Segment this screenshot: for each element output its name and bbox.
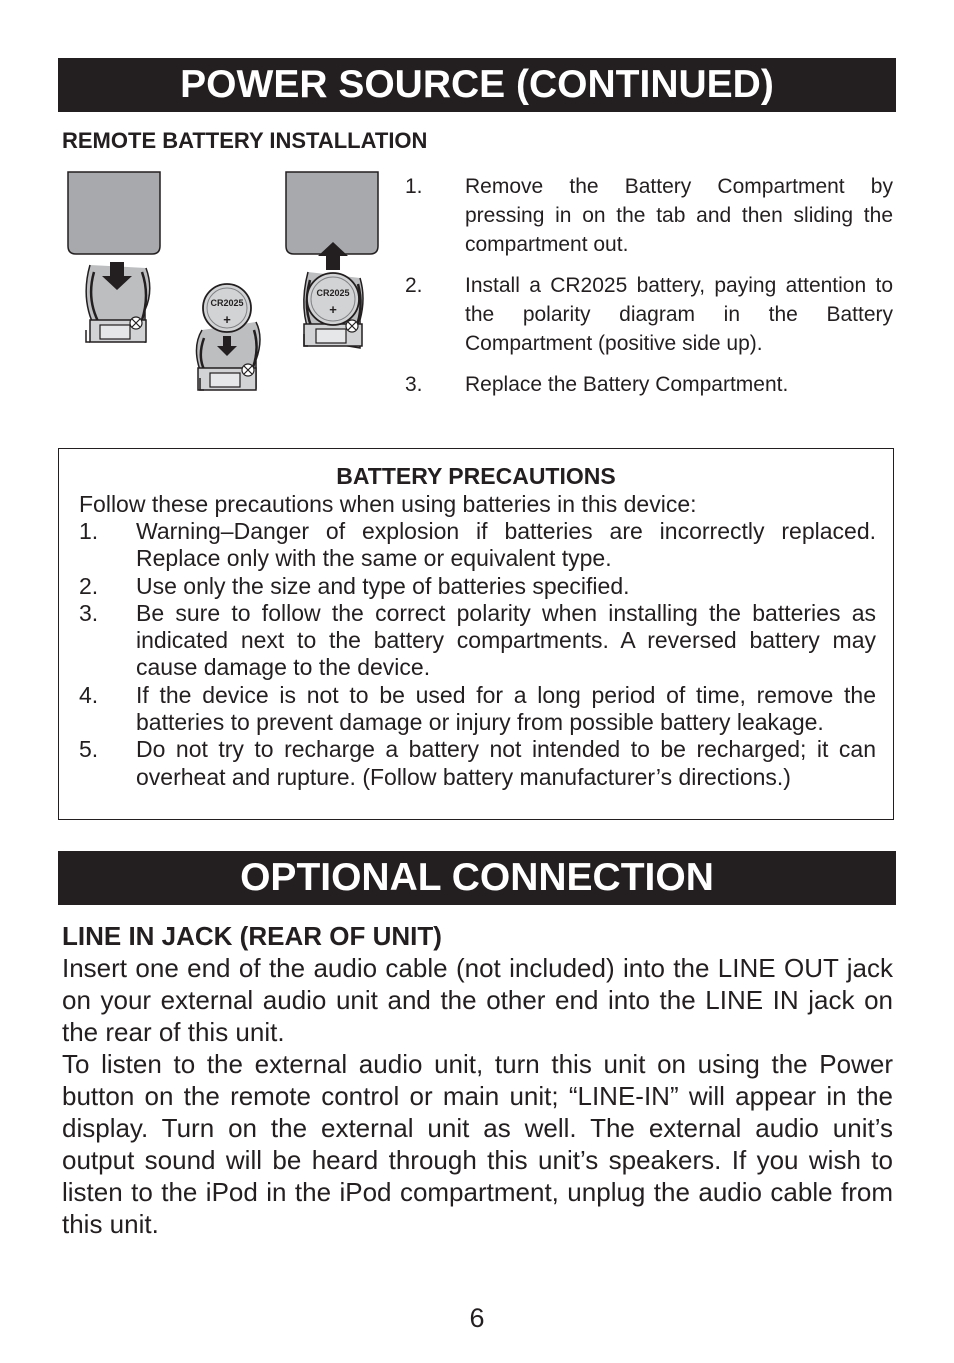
battery-label-middle: CR2025 xyxy=(210,298,244,308)
step-text: Install a CR2025 battery, paying attention to the polarity diagram in the Battery Compartment (positive side up). xyxy=(465,274,893,355)
line-in-jack-heading: LINE IN JACK (REAR OF UNIT) xyxy=(62,921,442,951)
step-item xyxy=(405,370,893,399)
remote-bottom-right xyxy=(286,172,378,254)
precautions-intro: Follow these precautions when using batteries in this device: xyxy=(79,491,697,517)
section-title-optional-connection: OPTIONAL CONNECTION xyxy=(58,851,896,905)
battery-coin-middle xyxy=(203,284,251,332)
battery-precautions-box xyxy=(58,448,894,820)
precaution-text: Be sure to follow the correct polarity when installing the batteries as indicated next to the battery compartments. A reversed battery may cause damage to the device. xyxy=(136,599,876,681)
step-item xyxy=(405,172,893,259)
remote-battery-installation-heading: REMOTE BATTERY INSTALLATION xyxy=(62,128,428,153)
precaution-number: 2. xyxy=(79,572,99,599)
step-number: 2. xyxy=(405,274,423,297)
precaution-text: Use only the size and type of batteries specified. xyxy=(136,572,630,599)
section-title-power-source: POWER SOURCE (CONTINUED) xyxy=(58,58,896,112)
installation-steps xyxy=(405,172,893,399)
battery-installation-diagram xyxy=(60,170,390,400)
precautions-list xyxy=(79,518,876,791)
precaution-item xyxy=(79,573,876,600)
step-number: 3. xyxy=(405,373,423,396)
step-text: Replace the Battery Compartment. xyxy=(465,373,789,396)
battery-coin-right xyxy=(307,273,359,325)
precaution-number: 4. xyxy=(79,681,99,708)
precaution-item xyxy=(79,682,876,737)
polarity-symbol-middle: + xyxy=(223,312,231,327)
step-number: 1. xyxy=(405,175,423,198)
precaution-number: 3. xyxy=(79,599,99,626)
precaution-item xyxy=(79,600,876,682)
page-number: 6 xyxy=(469,1303,485,1333)
precaution-number: 1. xyxy=(79,518,99,544)
battery-label-right: CR2025 xyxy=(316,288,350,298)
precautions-title: BATTERY PRECAUTIONS xyxy=(336,463,616,489)
paragraph: Insert one end of the audio cable (not included) into the LINE OUT jack on your external audio unit and the other end into the LINE IN jack on the rear of this unit. xyxy=(62,953,893,1047)
precaution-text: If the device is not to be used for a long period of time, remove the batteries to prevent damage or injury from possible battery leakage. xyxy=(136,681,876,736)
line-in-instructions xyxy=(62,952,893,1240)
remote-bottom-left xyxy=(68,172,160,254)
step-text: Remove the Battery Compartment by pressing in on the tab and then sliding the compartment out. xyxy=(465,175,893,256)
step-item xyxy=(405,271,893,358)
paragraph: To listen to the external audio unit, turn this unit on using the Power button on the remote control or main unit; “LINE-IN” will appear in the display. Turn on the external unit as well. The external audio unit’s output sound will be heard through this unit’s speakers. If you wish to listen to the iPod in the iPod compartment, unplug the audio cable from this unit. xyxy=(62,1049,893,1239)
precaution-text: Do not try to recharge a battery not intended to be recharged; it can overheat and rupture. (Follow battery manufacturer’s directions.) xyxy=(136,736,876,790)
precaution-text: Warning–Danger of explosion if batteries are incorrectly replaced. Replace only with the same or equivalent type. xyxy=(136,518,876,572)
precaution-item xyxy=(79,518,876,573)
precaution-item xyxy=(79,736,876,791)
polarity-symbol-right: + xyxy=(329,302,337,317)
precaution-number: 5. xyxy=(79,736,99,763)
